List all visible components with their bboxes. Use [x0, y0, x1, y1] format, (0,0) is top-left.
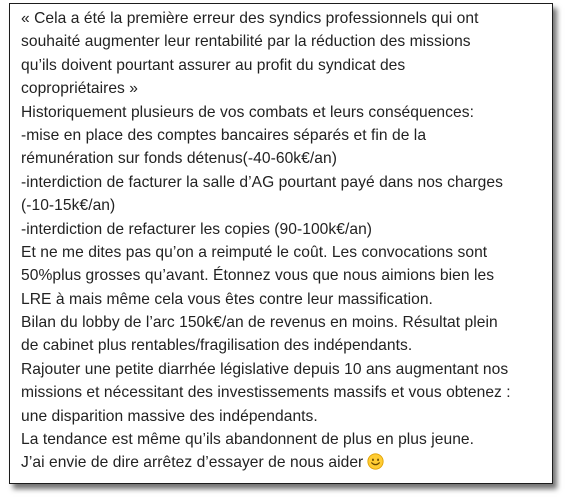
- comment-line: Bilan du lobby de l’arc 150k€/an de revenus en moins. Résultat plein: [21, 314, 498, 332]
- comment-line: une disparition massive des indépendants.: [21, 407, 318, 425]
- comment-line: 50%plus grosses qu’avant. Étonnez vous que nous aimions bien les: [21, 267, 495, 285]
- comment-line: missions et nécessitant des investissements massifs et vous obtenez :: [21, 384, 511, 402]
- comment-line: souhaité augmenter leur rentabilité par la réduction des missions: [21, 33, 471, 51]
- smiling-face-emoji-icon: [367, 453, 384, 470]
- comment-line: La tendance est même qu’ils abandonnent de plus en plus jeune.: [21, 431, 475, 449]
- comment-line: -interdiction de facturer la salle d’AG pourtant payé dans nos charges: [21, 173, 503, 191]
- comment-line: « Cela a été la première erreur des syndics professionnels qui ont: [21, 10, 479, 27]
- comment-line: Et ne me dites pas qu’on a reimputé le coût. Les convocations sont: [21, 243, 488, 261]
- comment-line: J’ai envie de dire arrêtez d’essayer de nous aider: [21, 454, 364, 472]
- comment-line: copropriétaires »: [21, 80, 138, 98]
- comment-line: Historiquement plusieurs de vos combats et leurs conséquences:: [21, 103, 474, 121]
- comment-last-line: [21, 451, 549, 474]
- comment-text: [21, 7, 549, 475]
- comment-line: (-10-15k€/an): [21, 197, 116, 215]
- comment-line: -interdiction de refacturer les copies (90-100k€/an): [21, 220, 373, 238]
- comment-line: qu’ils doivent pourtant assurer au profit du syndicat des: [21, 56, 406, 74]
- comment-line: de cabinet plus rentables/fragilisation des indépendants.: [21, 337, 413, 355]
- comment-line: LRE à mais même cela vous êtes contre leur massification.: [21, 290, 433, 308]
- comment-line: rémunération sur fonds détenus(-40-60k€/an): [21, 150, 337, 168]
- comment-card: [9, 3, 553, 484]
- comment-line: -mise en place des comptes bancaires séparés et fin de la: [21, 126, 427, 144]
- comment-line: Rajouter une petite diarrhée législative depuis 10 ans augmentant nos: [21, 360, 509, 378]
